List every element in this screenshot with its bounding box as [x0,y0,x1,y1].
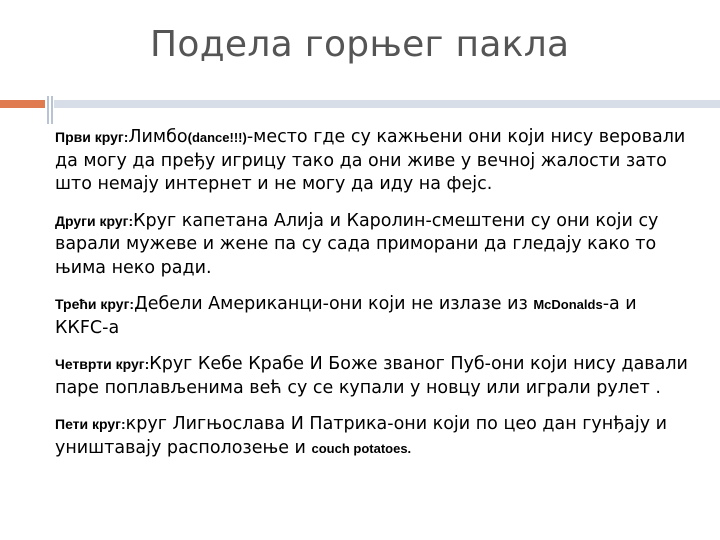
paragraph-text-alt: couch potatoes. [311,440,412,456]
paragraph-text-alt: McDonalds [533,297,603,312]
paragraph-text: Круг капетана Алија и Каролин-смештени су они који су варали мужеве и жене па су сада приморани да гледају како то њима неко ради. [55,210,659,278]
paragraph-text: -место где су кажњени они који нису веровали да могу да пређу игрицу тако да они живе у вечној жалости зато што немају интернет и не могу да иду на фејс. [55,127,686,194]
paragraph-text: Круг Кебе Крабе И Боже званог Пуб-они који нису давали паре поплављенима већ су се купали у новцу или играли рулет . [55,354,688,398]
paragraph-circle-3 [55,293,695,340]
title-rule-separator-2 [51,96,53,124]
paragraph-text: Дебели Американци-они који не излазе из [134,294,534,314]
slide-body [55,126,695,473]
paragraph-circle-1 [55,126,695,197]
title-rule [54,100,720,108]
paragraph-circle-5 [55,413,695,460]
circle-label: Други круг: [55,212,134,229]
paragraph-text: -а и ККFC-а [55,294,637,338]
title-rule-separator [47,96,49,124]
paragraph-text: круг Лигњослава И Патрика-они који по цео дан гунђају и уништавају располозење и [55,414,668,458]
paragraph-circle-4 [55,353,695,400]
circle-label: Трећи круг: [55,296,135,312]
paragraph-text: Лимбо [128,127,188,147]
title-rule-accent [0,100,45,108]
slide-title: Подела горњег пакла [150,24,570,65]
paragraph-circle-2 [55,210,695,281]
circle-label: Пети круг: [55,416,126,432]
paragraph-text-alt: (dance!!!) [187,130,247,145]
circle-label: Први круг: [55,129,129,145]
circle-label: Четврти круг: [55,356,150,372]
